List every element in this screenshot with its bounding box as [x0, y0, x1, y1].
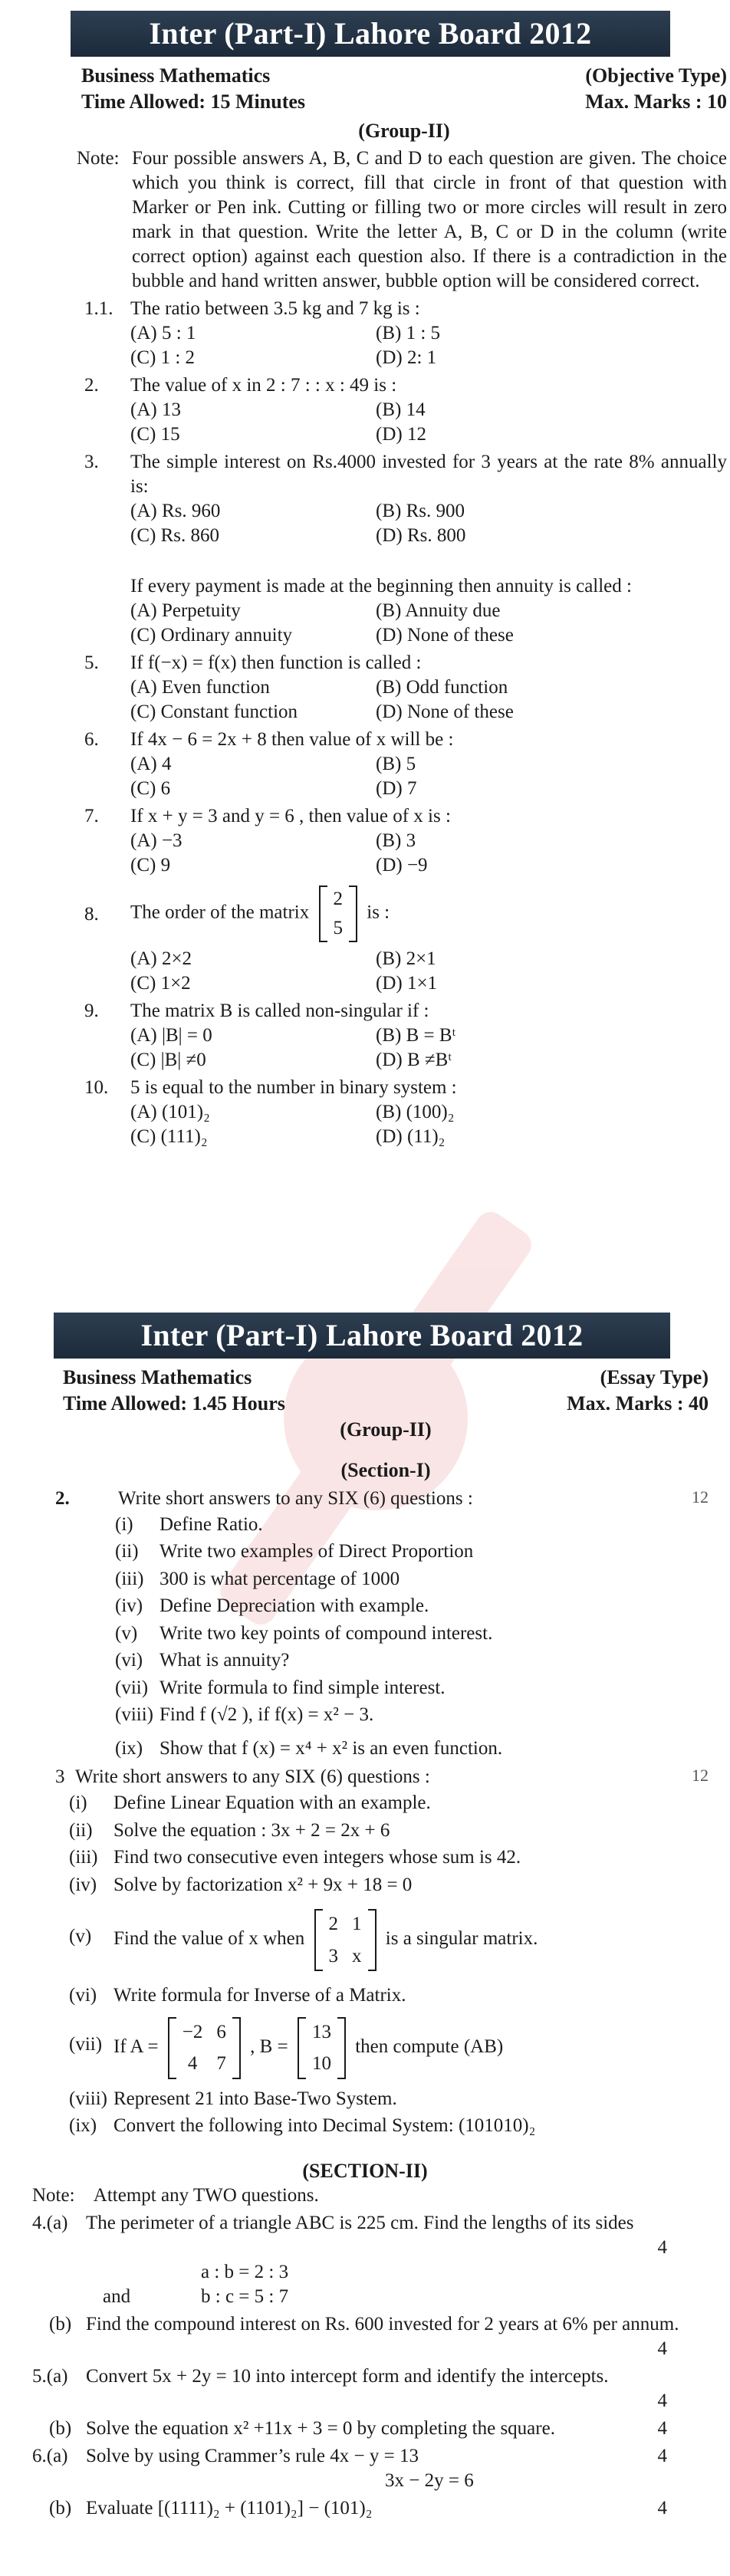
- mcq-question: [84, 728, 727, 801]
- item-text: Write two key points of compound interest.: [159, 1622, 493, 1644]
- item-number: (ii): [115, 1541, 139, 1562]
- option-c: (C) Ordinary annuity: [130, 625, 293, 646]
- option-c: (C) Constant function: [130, 702, 298, 723]
- item-number: (vii): [69, 2033, 103, 2055]
- question-marks: 4: [657, 2390, 667, 2411]
- essay-header-row-1: [63, 1365, 709, 1391]
- matrix-cell: 4: [187, 2053, 198, 2075]
- item-number: (iv): [69, 1874, 97, 1895]
- list-item: [23, 2085, 718, 2113]
- options: [130, 1024, 727, 1073]
- question-text: Write short answers to any SIX (6) questions :: [118, 1487, 473, 1509]
- list-item: [23, 1817, 718, 1845]
- list-item: [69, 1735, 718, 1763]
- question-number: (b): [49, 2313, 72, 2334]
- question-text: The simple interest on Rs.4000 invested for 3 years at the rate 8% annually is:: [130, 452, 727, 498]
- paper-type-label: (Essay Type): [600, 1366, 709, 1388]
- item-text: Find f (√2 ), if f(x) = x² − 3.: [159, 1704, 374, 1726]
- question-number: 4.(a): [32, 2212, 68, 2233]
- question-text: Write short answers to any SIX (6) questions :: [75, 1766, 430, 1788]
- matrix-b: [298, 2017, 346, 2079]
- options: [130, 675, 727, 724]
- options: [130, 321, 727, 370]
- long-question-6a: [32, 2444, 692, 2493]
- option-a: (A) 5 : 1: [130, 323, 196, 344]
- objective-section: [0, 11, 730, 1149]
- question-marks: 4: [657, 2417, 667, 2439]
- option-b: (B) 14: [376, 399, 426, 421]
- question-number: 7.: [84, 806, 99, 827]
- question-text: The perimeter of a triangle ABC is 225 cm. Find the lengths of its sides: [86, 2212, 634, 2233]
- option-d: (D) (11)₂: [376, 1126, 446, 1148]
- short-question-2-items: [69, 1511, 718, 1763]
- option-c: (C) Rs. 860: [130, 525, 219, 547]
- mcq-question: [84, 574, 727, 648]
- matrix-cell: 6: [216, 2021, 226, 2042]
- option-d: (D) −9: [376, 855, 428, 876]
- item-text: Define Depreciation with example.: [159, 1595, 429, 1617]
- matrix-a: [168, 2017, 241, 2079]
- option-d: (D) None of these: [376, 625, 514, 646]
- option-d: (D) 12: [376, 424, 426, 445]
- question-text-pre: The order of the matrix: [130, 902, 310, 923]
- long-question-4a: [32, 2211, 692, 2309]
- options: [130, 499, 727, 548]
- item-number: (ii): [69, 1819, 93, 1841]
- subject-label: Business Mathematics: [81, 64, 271, 87]
- list-item: [23, 1844, 718, 1871]
- essay-header-row-2: [63, 1391, 709, 1417]
- option-a: (A) |B| = 0: [130, 1025, 212, 1046]
- question-marks: 4: [657, 2497, 667, 2518]
- option-a: (A) (101)₂: [130, 1102, 210, 1123]
- option-c: (C) 15: [130, 424, 180, 445]
- matrix-cell: x: [352, 1945, 362, 1967]
- list-item: [69, 1674, 718, 1702]
- question-text: 5 is equal to the number in binary system :: [130, 1077, 457, 1099]
- item-text: Find the value of x when: [113, 1928, 305, 1950]
- essay-section: [0, 1313, 730, 2521]
- item-text: 300 is what percentage of 1000: [159, 1568, 400, 1589]
- list-item: [23, 1789, 718, 1817]
- list-item: [23, 2112, 718, 2140]
- question-text: If every payment is made at the beginning then annuity is called :: [130, 576, 632, 597]
- option-a: (A) Rs. 960: [130, 501, 221, 522]
- option-c: (C) 9: [130, 855, 171, 876]
- ratio-1: a : b = 2 : 3: [201, 2261, 289, 2282]
- item-number: (ix): [69, 2115, 97, 2137]
- question-number: 2.: [55, 1487, 70, 1509]
- list-item: [69, 1647, 718, 1674]
- options: [130, 599, 727, 648]
- time-allowed: Time Allowed: 15 Minutes: [81, 90, 306, 113]
- question-marks: 12: [692, 1766, 709, 1786]
- question-text: If 4x − 6 = 2x + 8 then value of x will be :: [130, 729, 454, 751]
- long-question-4b: [32, 2312, 692, 2361]
- item-number: (i): [115, 1513, 133, 1535]
- matrix-cell: 13: [311, 2021, 331, 2042]
- option-c: (C) 6: [130, 778, 171, 800]
- item-number: (viii): [115, 1704, 153, 1726]
- list-item: [69, 1620, 718, 1648]
- mcq-question: [84, 999, 727, 1073]
- question-text: Evaluate [(1111)₂ + (1101)₂] − (101)₂: [86, 2497, 373, 2518]
- equation-2: 3x − 2y = 6: [385, 2469, 474, 2491]
- question-number: 3: [55, 1766, 65, 1788]
- mcq-question: [84, 651, 727, 724]
- item-text: Represent 21 into Base-Two System.: [113, 2088, 397, 2109]
- time-allowed: Time Allowed: 1.45 Hours: [63, 1392, 285, 1414]
- list-item: [23, 1909, 718, 1971]
- mcq-question: [84, 804, 727, 878]
- question-text: If x + y = 3 and y = 6 , then value of x is :: [130, 806, 451, 827]
- question-number: 3.: [84, 452, 99, 473]
- question-text: If f(−x) = f(x) then function is called :: [130, 652, 422, 674]
- list-item: [69, 1538, 718, 1566]
- question-number: 6.(a): [32, 2445, 68, 2466]
- options: [130, 1100, 727, 1149]
- item-number: (iv): [115, 1595, 143, 1617]
- option-d: (D) 7: [376, 778, 417, 800]
- options: [130, 947, 727, 996]
- list-item: [23, 1871, 718, 1899]
- section-1-title: (Section-I): [340, 1459, 431, 1482]
- option-b: (B) 3: [376, 830, 416, 852]
- group-label: (Group-II): [358, 120, 450, 142]
- objective-header-row-2: [81, 89, 727, 115]
- item-number: (v): [69, 1926, 92, 1947]
- ratio-2: b : c = 5 : 7: [201, 2285, 289, 2307]
- list-item: [69, 1566, 718, 1593]
- group-label: (Group-II): [340, 1418, 432, 1441]
- mcq-question: [84, 373, 727, 447]
- item-text: Define Linear Equation with an example.: [113, 1792, 431, 1814]
- item-text: Convert the following into Decimal System: (101010)₂: [113, 2115, 536, 2137]
- option-d: (D) Rs. 800: [376, 525, 466, 547]
- item-number: (vi): [69, 1985, 97, 2006]
- note-text: Four possible answers A, B, C and D to each question are given. The choice which you think is correct, fill that circle in front of that question with Marker or Pen ink. Cutting or filling two or more circles will result in zero mark in that question. Write the letter A, B, C or D in the column (write correct option) against each question also. If there is a contradiction in the bubble and hand written answer, bubble option will be considered correct.: [132, 148, 727, 292]
- section-2-title: (SECTION-II): [302, 2159, 428, 2182]
- list-item: [23, 2017, 718, 2079]
- item-text: Solve by factorization x² + 9x + 18 = 0: [113, 1874, 413, 1895]
- item-text: What is annuity?: [159, 1650, 290, 1671]
- item-text: Define Ratio.: [159, 1513, 263, 1535]
- note-text: Attempt any TWO questions.: [93, 2184, 319, 2206]
- long-question-5b: [32, 2417, 692, 2441]
- option-a: (A) Perpetuity: [130, 600, 241, 622]
- short-question-2: [12, 1487, 718, 1511]
- square-matrix: [314, 1909, 377, 1971]
- item-number: (i): [69, 1792, 87, 1814]
- item-text: Solve the equation : 3x + 2 = 2x + 6: [113, 1819, 390, 1841]
- question-number: (b): [49, 2497, 72, 2518]
- section-2-note: [32, 2183, 692, 2208]
- question-text-post: is :: [367, 902, 390, 923]
- matrix-cell: 7: [216, 2053, 226, 2075]
- option-d: (D) 2: 1: [376, 347, 437, 369]
- and-label: and: [103, 2285, 131, 2307]
- item-number: (v): [115, 1622, 138, 1644]
- matrix-cell: 2: [333, 889, 343, 910]
- column-matrix: [319, 886, 358, 942]
- max-marks: Max. Marks : 10: [585, 90, 727, 113]
- option-a: (A) 2×2: [130, 948, 192, 970]
- question-number: 5.: [84, 652, 99, 674]
- question-number: 5.(a): [32, 2365, 68, 2387]
- option-c: (C) |B| ≠0: [130, 1050, 206, 1071]
- matrix-cell: 5: [333, 918, 343, 939]
- question-marks: 12: [692, 1487, 709, 1506]
- question-number: (b): [49, 2417, 72, 2439]
- item-text: Write formula for Inverse of a Matrix.: [113, 1985, 406, 2006]
- matrix-cell: 10: [311, 2053, 331, 2075]
- item-text: Write formula to find simple interest.: [159, 1677, 446, 1698]
- item-number: (vi): [115, 1650, 143, 1671]
- short-question-3: [12, 1765, 718, 1789]
- list-item: [69, 1511, 718, 1539]
- short-question-3-items: [23, 1789, 718, 2140]
- question-text: Solve by using Crammer’s rule 4x − y = 13: [86, 2445, 419, 2466]
- item-text: Find two consecutive even integers whose sum is 42.: [113, 1847, 521, 1868]
- item-number: (iii): [69, 1847, 98, 1868]
- question-number: 6.: [84, 729, 99, 751]
- option-c: (C) 1×2: [130, 973, 191, 994]
- ratio-2-row: [86, 2285, 692, 2309]
- option-b: (B) Odd function: [376, 677, 508, 698]
- note-label: Note:: [77, 148, 120, 169]
- option-b: (B) 5: [376, 754, 416, 775]
- item-text: Write two examples of Direct Proportion: [159, 1541, 474, 1562]
- question-marks: 4: [657, 2236, 667, 2258]
- option-a: (A) 13: [130, 399, 181, 421]
- list-item: [23, 1982, 718, 2009]
- objective-header-row-1: [81, 63, 727, 89]
- essay-banner: Inter (Part-I) Lahore Board 2012: [54, 1313, 670, 1359]
- option-a: (A) 4: [130, 754, 172, 775]
- item-text: then compute (AB): [355, 2036, 504, 2057]
- matrix-cell: 3: [328, 1945, 339, 1967]
- option-b: (B) B = Bᵗ: [376, 1025, 456, 1046]
- matrix-cell: 2: [328, 1914, 339, 1935]
- max-marks: Max. Marks : 40: [567, 1392, 709, 1414]
- mcq-question: [84, 297, 727, 370]
- option-b: (B) Annuity due: [376, 600, 501, 622]
- options: [130, 829, 727, 878]
- item-text: Show that f (x) = x⁴ + x² is an even function.: [159, 1737, 503, 1759]
- mcq-question: [84, 886, 727, 996]
- objective-banner: Inter (Part-I) Lahore Board 2012: [71, 11, 670, 57]
- option-b: (B) 2×1: [376, 948, 436, 970]
- question-number: 8.: [84, 904, 99, 925]
- item-number: (vii): [115, 1677, 149, 1698]
- question-text: The matrix B is called non-singular if :: [130, 1001, 429, 1022]
- option-c: (C) (111)₂: [130, 1126, 208, 1148]
- question-number: 9.: [84, 1001, 99, 1022]
- question-text: The ratio between 3.5 kg and 7 kg is :: [130, 298, 420, 320]
- question-marks: 4: [657, 2445, 667, 2466]
- option-b: (B) (100)₂: [376, 1102, 455, 1123]
- question-text: Convert 5x + 2y = 10 into intercept form and identify the intercepts.: [86, 2365, 609, 2387]
- subject-label: Business Mathematics: [63, 1366, 252, 1388]
- option-b: (B) Rs. 900: [376, 501, 465, 522]
- option-b: (B) 1 : 5: [376, 323, 441, 344]
- item-number: (viii): [69, 2088, 107, 2109]
- item-text: If A =: [113, 2036, 159, 2057]
- option-c: (C) 1 : 2: [130, 347, 196, 369]
- mcq-list: [84, 297, 727, 1149]
- question-text: Solve the equation x² +11x + 3 = 0 by completing the square.: [86, 2417, 555, 2439]
- options: [130, 752, 727, 801]
- option-a: (A) Even function: [130, 677, 270, 698]
- question-marks: 4: [657, 2338, 667, 2359]
- note-label: Note:: [32, 2184, 75, 2206]
- list-item: [69, 1701, 718, 1729]
- option-a: (A) −3: [130, 830, 182, 852]
- question-text: The value of x in 2 : 7 : : x : 49 is :: [130, 375, 397, 396]
- option-d: (D) 1×1: [376, 973, 438, 994]
- question-number: 1.1.: [84, 298, 113, 320]
- question-number: 10.: [84, 1077, 109, 1099]
- options: [130, 398, 727, 447]
- matrix-cell: −2: [182, 2021, 203, 2042]
- instructions-note: [77, 146, 727, 294]
- option-d: (D) B ≠Bᵗ: [376, 1050, 452, 1071]
- matrix-cell: 1: [352, 1914, 362, 1935]
- item-text: , B =: [250, 2036, 288, 2057]
- long-question-6b: [32, 2496, 692, 2521]
- mcq-question: [84, 1076, 727, 1149]
- question-text: [130, 886, 727, 942]
- question-text: Find the compound interest on Rs. 600 invested for 2 years at 6% per annum.: [86, 2313, 679, 2334]
- list-item: [69, 1592, 718, 1620]
- item-number: (iii): [115, 1568, 144, 1589]
- long-question-5a: [32, 2364, 692, 2413]
- mcq-question: [84, 450, 727, 548]
- paper-type-label: (Objective Type): [585, 64, 727, 87]
- item-number: (ix): [115, 1737, 143, 1759]
- question-number: 2.: [84, 375, 99, 396]
- option-d: (D) None of these: [376, 702, 514, 723]
- item-text: is a singular matrix.: [385, 1928, 538, 1950]
